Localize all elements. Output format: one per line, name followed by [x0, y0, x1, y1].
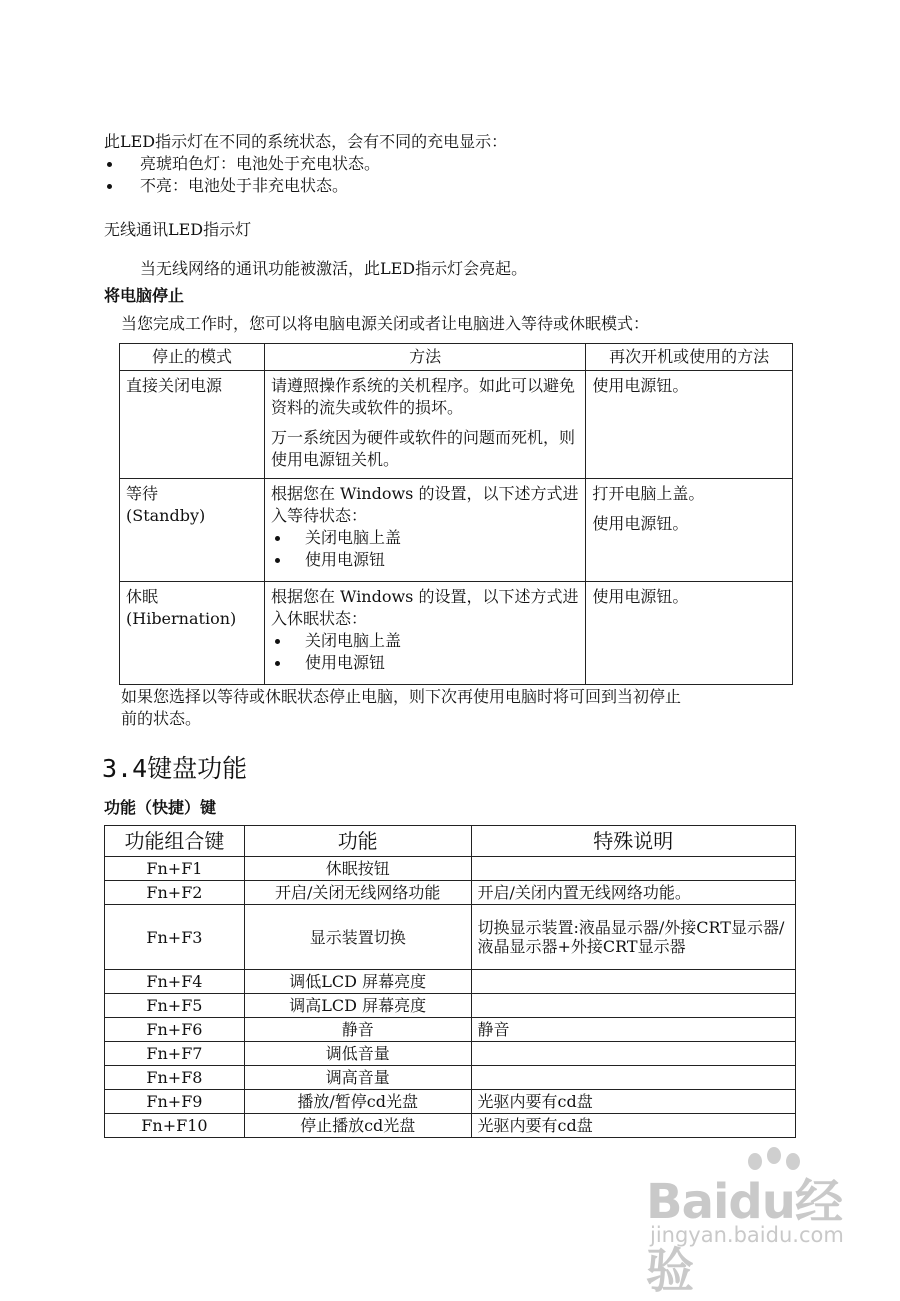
function-cell: 调高音量 [244, 1066, 471, 1090]
mode-sublabel: (Hibernation) [126, 609, 237, 628]
shutdown-intro: 当您完成工作时，您可以将电脑电源关闭或者让电脑进入等待或休眠模式： [121, 314, 650, 333]
function-cell: 播放/暂停cd光盘 [244, 1090, 471, 1114]
method-cell [264, 371, 585, 479]
resume-cell [586, 582, 793, 685]
table-row [105, 970, 796, 994]
bullet-icon [107, 184, 112, 189]
list-item [271, 630, 579, 652]
note-cell: 开启/关闭内置无线网络功能。 [471, 881, 795, 905]
method-text: 根据您在 Windows 的设置，以下述方式进入等待状态： [270, 484, 579, 525]
table-row [105, 1066, 796, 1090]
note-cell [471, 994, 795, 1018]
wireless-text: 当无线网络的通讯功能被激活，此LED指示灯会亮起。 [140, 259, 528, 278]
method-text: 万一系统因为硬件或软件的问题而死机，则使用电源钮关机。 [270, 428, 575, 469]
function-cell: 调高LCD 屏幕亮度 [244, 994, 471, 1018]
header-method: 方法 [264, 344, 585, 371]
mode-label: 休眠 [126, 587, 159, 606]
list-item [271, 527, 579, 549]
method-cell [264, 479, 585, 582]
note-cell: 光驱内要有cd盘 [471, 1114, 795, 1138]
table-row [105, 905, 796, 970]
table-header-row [120, 344, 793, 371]
key-cell: Fn+F8 [105, 1066, 245, 1090]
intro-bullet-2: 不亮：电池处于非充电状态。 [140, 176, 349, 195]
note-cell: 切换显示装置:液晶显示器/外接CRT显示器/液晶显示器+外接CRT显示器 [471, 905, 795, 970]
table-row [105, 1042, 796, 1066]
table-row [120, 479, 793, 582]
key-cell: Fn+F6 [105, 1018, 245, 1042]
mode-cell [120, 582, 265, 685]
keyboard-title: 3.4键盘功能 [102, 754, 248, 783]
function-cell: 调低音量 [244, 1042, 471, 1066]
bullet-icon [107, 162, 112, 167]
keyboard-subtitle: 功能（快捷）键 [104, 798, 217, 817]
table-row [120, 371, 793, 479]
table-row [105, 857, 796, 881]
key-cell: Fn+F7 [105, 1042, 245, 1066]
mode-cell [120, 371, 265, 479]
shutdown-note-line-2: 前的状态。 [121, 709, 202, 728]
function-cell: 开启/关闭无线网络功能 [244, 881, 471, 905]
resume-text: 打开电脑上盖。 [592, 484, 705, 503]
key-cell: Fn+F2 [105, 881, 245, 905]
table-row [105, 1090, 796, 1114]
resume-text: 使用电源钮。 [592, 587, 689, 606]
resume-cell [586, 371, 793, 479]
mode-sublabel: (Standby) [126, 506, 206, 525]
wireless-title: 无线通讯LED指示灯 [104, 220, 252, 239]
fn-key-table [104, 825, 796, 1138]
table-row [105, 1018, 796, 1042]
header-function: 功能 [244, 826, 471, 857]
method-cell [264, 582, 585, 685]
table-row [105, 1114, 796, 1138]
baidu-watermark [640, 1145, 880, 1299]
header-mode: 停止的模式 [120, 344, 265, 371]
key-cell: Fn+F3 [105, 905, 245, 970]
key-cell: Fn+F1 [105, 857, 245, 881]
key-cell: Fn+F10 [105, 1114, 245, 1138]
bullet-icon [275, 661, 280, 666]
method-text: 根据您在 Windows 的设置，以下述方式进入休眠状态： [270, 587, 579, 628]
function-cell: 调低LCD 屏幕亮度 [244, 970, 471, 994]
watermark-url: jingyan.baidu.com [650, 1223, 844, 1247]
function-cell: 停止播放cd光盘 [244, 1114, 471, 1138]
bullet-icon [275, 558, 280, 563]
shutdown-title: 将电脑停止 [104, 286, 185, 305]
paw-icon [767, 1147, 781, 1164]
note-cell: 光驱内要有cd盘 [471, 1090, 795, 1114]
note-cell: 静音 [471, 1018, 795, 1042]
key-cell: Fn+F5 [105, 994, 245, 1018]
table-row [120, 582, 793, 685]
bullet-icon [275, 536, 280, 541]
key-cell: Fn+F4 [105, 970, 245, 994]
bullet-text: 使用电源钮 [304, 550, 385, 569]
bullet-text: 使用电源钮 [304, 653, 385, 672]
intro-line: 此LED指示灯在不同的系统状态，会有不同的充电显示： [104, 132, 508, 151]
table-header-row [105, 826, 796, 857]
resume-cell [586, 479, 793, 582]
resume-text: 使用电源钮。 [592, 514, 689, 533]
note-cell [471, 1042, 795, 1066]
mode-cell [120, 479, 265, 582]
table-row [105, 994, 796, 1018]
bullet-text: 关闭电脑上盖 [304, 631, 401, 650]
note-cell [471, 970, 795, 994]
shutdown-table [119, 343, 793, 685]
header-key: 功能组合键 [105, 826, 245, 857]
method-bullets [271, 630, 579, 674]
resume-text: 使用电源钮。 [592, 376, 689, 395]
shutdown-note-line-1: 如果您选择以等待或休眠状态停止电脑，则下次再使用电脑时将可回到当初停止 [121, 687, 682, 706]
function-cell: 休眠按钮 [244, 857, 471, 881]
watermark-brand: Baidu经验 [646, 1174, 842, 1299]
table-row [105, 881, 796, 905]
note-cell [471, 1066, 795, 1090]
list-item [271, 652, 579, 674]
method-text: 请遵照操作系统的关机程序。如此可以避免资料的流失或软件的损坏。 [270, 376, 575, 417]
note-cell [471, 857, 795, 881]
bullet-text: 关闭电脑上盖 [304, 528, 401, 547]
intro-bullet-1: 亮琥珀色灯：电池处于充电状态。 [140, 154, 381, 173]
function-cell: 静音 [244, 1018, 471, 1042]
list-item [271, 549, 579, 571]
bullet-icon [275, 639, 280, 644]
header-note: 特殊说明 [471, 826, 795, 857]
method-bullets [271, 527, 579, 571]
key-cell: Fn+F9 [105, 1090, 245, 1114]
mode-label: 直接关闭电源 [126, 376, 223, 395]
function-cell: 显示装置切换 [244, 905, 471, 970]
header-resume: 再次开机或使用的方法 [586, 344, 793, 371]
mode-label: 等待 [126, 484, 159, 503]
